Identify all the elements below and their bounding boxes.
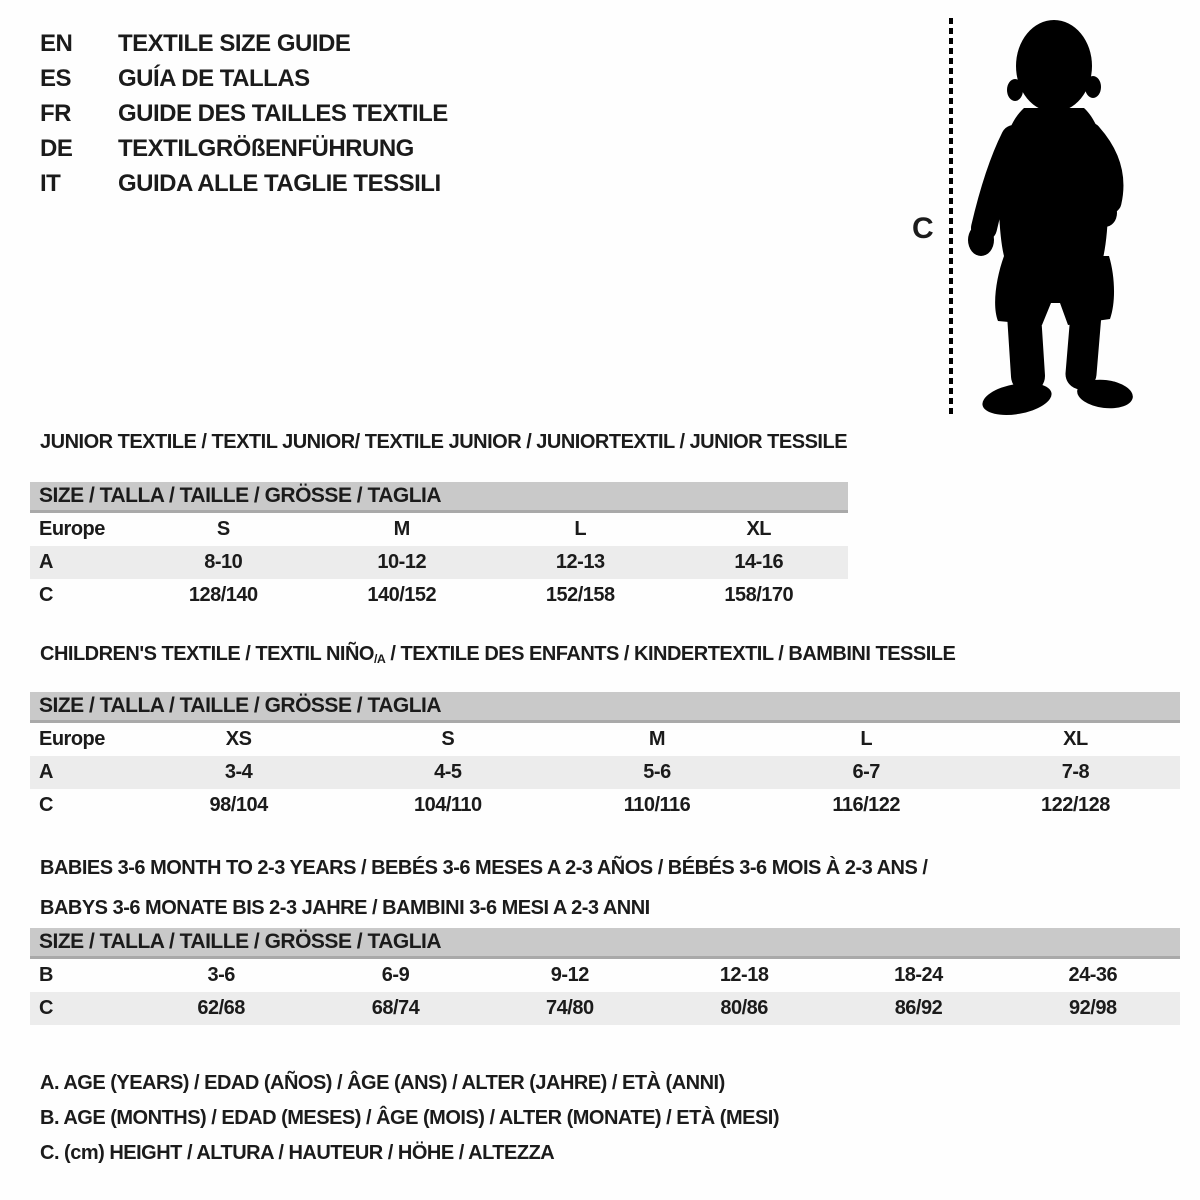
table-row-europe [30,513,848,546]
table-row-europe [30,723,1180,756]
size-cell: XL [746,518,772,540]
row-label: C [39,997,53,1019]
age-cell: 12-13 [555,551,605,573]
size-table-junior [30,482,848,612]
height-cell: 98/104 [209,794,268,816]
size-table-childrens [30,692,1180,822]
guide-title-en: TEXTILE SIZE GUIDE [118,29,351,57]
size-table-babies [30,928,1180,1025]
age-cell: 5-6 [643,761,671,783]
section-title-junior: JUNIOR TEXTILE / TEXTIL JUNIOR/ TEXTILE JUNIOR / JUNIORTEXTIL / JUNIOR TESSILE [40,431,848,453]
language-code: IT [40,169,61,197]
title-part: / TEXTILE DES ENFANTS / KINDERTEXTIL / BAMBINI TESSILE [385,643,956,665]
table-row-age-years [30,756,1180,789]
table-row-height-cm [30,789,1180,822]
height-cell: 128/140 [188,584,258,606]
height-cell: 68/74 [371,997,420,1019]
height-cell: 158/170 [724,584,794,606]
language-row-es [40,61,448,96]
section-childrens-textile [30,642,1180,822]
size-cell: L [860,728,873,750]
height-cell: 74/80 [546,997,594,1019]
height-cell: 92/98 [1069,997,1117,1019]
age-cell: 10-12 [377,551,427,573]
legend-line-c: C. (cm) HEIGHT / ALTURA / HAUTEUR / HÖHE / ALTEZZA [40,1142,555,1164]
height-cell: 110/116 [623,794,691,816]
height-cell: 104/110 [413,794,482,816]
size-cell: XL [1063,728,1088,750]
toddler-silhouette-image [962,14,1142,419]
size-cell: M [648,728,666,750]
height-cell: 152/158 [545,584,615,606]
table-row-age-months [30,959,1180,992]
size-table-header: SIZE / TALLA / TAILLE / GRÖSSE / TAGLIA [30,692,1180,723]
title-part: CHILDREN'S TEXTILE / TEXTIL NIÑO [40,643,374,665]
row-label: A [39,761,53,783]
row-label: B [39,964,53,986]
row-label: Europe [39,518,105,540]
size-cell: M [393,518,410,540]
guide-title-es: GUÍA DE TALLAS [118,64,310,92]
height-measure-label: C [912,212,934,245]
guide-title-de: TEXTILGRÖßENFÜHRUNG [118,134,414,162]
size-cell: XS [225,728,252,750]
language-row-it [40,166,448,201]
age-cell: 24-36 [1068,964,1118,986]
age-cell: 6-9 [381,964,410,986]
legend-line-a: A. AGE (YEARS) / EDAD (AÑOS) / ÂGE (ANS) / ALTER (JAHRE) / ETÀ (ANNI) [40,1072,725,1094]
age-cell: 9-12 [550,964,589,986]
height-cell: 116/122 [832,794,901,816]
section-title-childrens [40,642,1180,668]
height-cell: 86/92 [894,997,943,1019]
language-title-list [40,26,448,201]
height-cell: 62/68 [197,997,245,1019]
age-cell: 7-8 [1061,761,1090,783]
section-title-babies-line2: BABYS 3-6 MONATE BIS 2-3 JAHRE / BAMBINI 3-6 MESI A 2-3 ANNI [40,897,650,919]
language-row-en [40,26,448,61]
age-cell: 18-24 [894,964,943,986]
table-row-height-cm [30,579,848,612]
size-table-header: SIZE / TALLA / TAILLE / GRÖSSE / TAGLIA [30,928,1180,959]
measurement-legend [40,1066,779,1171]
legend-line-b: B. AGE (MONTHS) / EDAD (MESES) / ÂGE (MOIS) / ALTER (MONATE) / ETÀ (MESI) [40,1107,780,1129]
height-cell: 140/152 [367,584,437,606]
table-row-age-years [30,546,848,579]
height-measure-dashed-line [949,18,953,418]
age-cell: 4-5 [434,761,462,783]
age-cell: 3-4 [224,761,253,783]
section-babies [30,848,1180,1025]
guide-title-fr: GUIDE DES TAILLES TEXTILE [118,99,448,127]
size-cell: L [574,518,587,540]
height-cell: 122/128 [1041,794,1110,816]
age-cell: 3-6 [207,964,235,986]
section-junior-textile [30,430,848,612]
language-code: FR [40,99,71,127]
row-label: C [39,584,53,606]
size-cell: S [441,728,455,750]
age-cell: 6-7 [852,761,880,783]
size-table-header: SIZE / TALLA / TAILLE / GRÖSSE / TAGLIA [30,482,848,513]
row-label: Europe [39,728,105,750]
table-row-height-cm [30,992,1180,1025]
age-cell: 14-16 [734,551,784,573]
section-title-babies-line1: BABIES 3-6 MONTH TO 2-3 YEARS / BEBÉS 3-6 MESES A 2-3 AÑOS / BÉBÉS 3-6 MOIS À 2-3 ANS / [40,857,928,879]
language-code: DE [40,134,73,162]
guide-title-it: GUIDA ALLE TAGLIE TESSILI [118,169,441,197]
height-cell: 80/86 [720,997,768,1019]
language-code: EN [40,29,73,57]
language-code: ES [40,64,72,92]
age-cell: 12-18 [719,964,769,986]
row-label: C [39,794,53,816]
title-part-sub: /A [373,652,386,666]
age-cell: 8-10 [204,551,243,573]
row-label: A [39,551,53,573]
size-cell: S [216,518,230,540]
language-row-de [40,131,448,166]
language-row-fr [40,96,448,131]
